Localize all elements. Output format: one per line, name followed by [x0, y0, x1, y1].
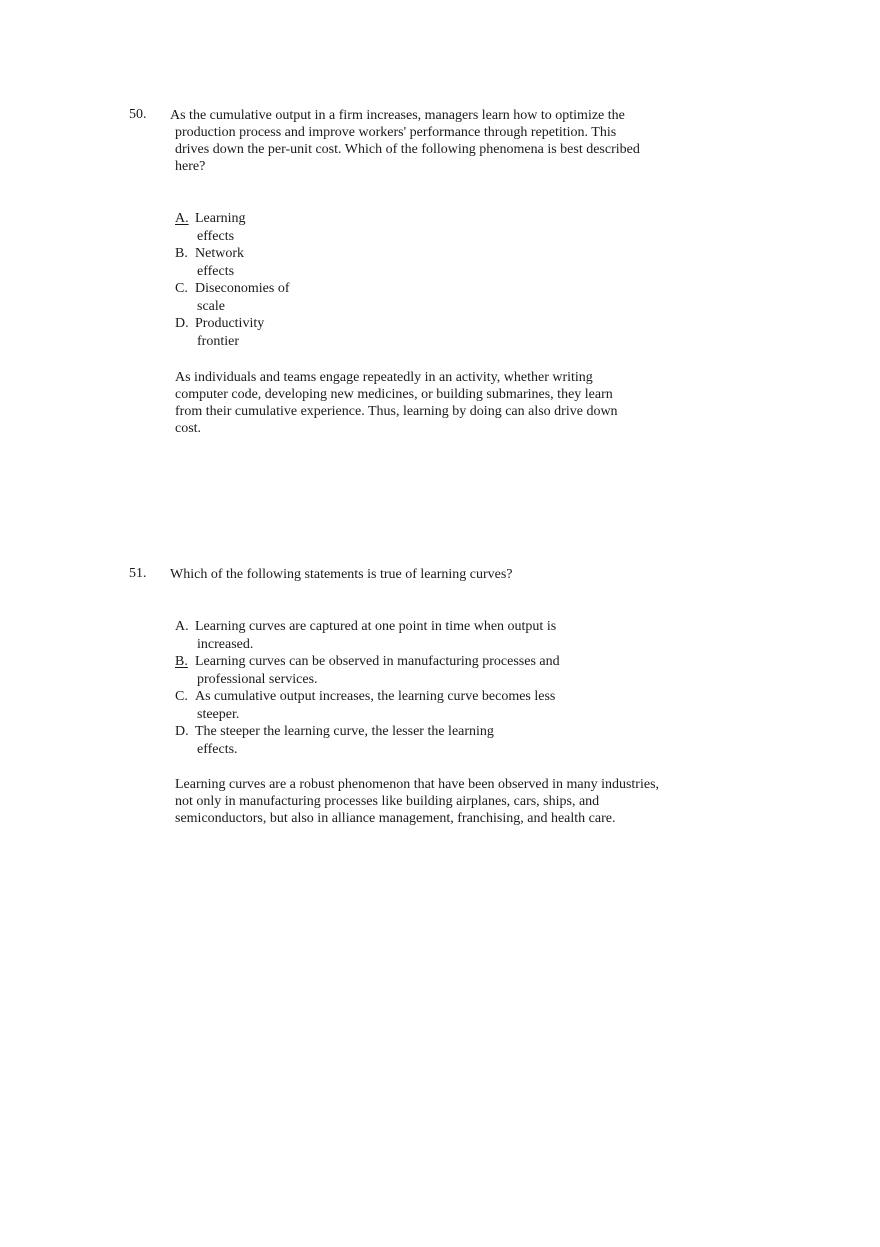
question-stem-first-line: As the cumulative output in a firm increases, managers learn how to optimize the: [170, 108, 625, 123]
option-c: [175, 280, 315, 315]
question-stem: [170, 566, 689, 583]
option-text-continuation: steeper.: [197, 706, 240, 722]
question-50: [129, 107, 689, 175]
option-text: The steeper the learning curve, the lesser the learning: [195, 724, 494, 739]
option-text: Learning curves are captured at one point in time when output is: [195, 619, 557, 634]
option-a: [175, 618, 595, 653]
option-a: [175, 210, 315, 245]
option-letter: A.: [175, 211, 189, 226]
question-51: [129, 566, 689, 583]
option-text: Learning curves can be observed in manufacturing processes and: [195, 654, 560, 669]
options-50: [175, 210, 315, 350]
option-text: Diseconomies of: [195, 281, 290, 296]
option-text-continuation: effects: [197, 263, 235, 279]
option-letter: D.: [175, 724, 189, 739]
question-stem-first-line: Which of the following statements is true of learning curves?: [170, 567, 513, 582]
option-letter: B.: [175, 246, 188, 261]
option-text-continuation: effects.: [197, 741, 238, 757]
option-text-continuation: effects: [197, 228, 235, 244]
explanation-50: As individuals and teams engage repeatedly in an activity, whether writing computer code, developing new medicines, or building submarines, they learn from their cumulative experience. Thus, learning by doing can also drive down cost.: [175, 370, 618, 436]
option-letter: B.: [175, 654, 188, 669]
option-text-continuation: frontier: [197, 333, 239, 349]
option-letter: D.: [175, 316, 189, 331]
question-number: 50.: [129, 107, 147, 122]
option-d: [175, 723, 595, 758]
option-text: Learning: [195, 211, 246, 226]
question-number: 51.: [129, 566, 147, 581]
option-b: [175, 653, 595, 688]
option-c: [175, 688, 595, 723]
option-text: As cumulative output increases, the learning curve becomes less: [195, 689, 556, 704]
option-text: Productivity: [195, 316, 265, 331]
option-text-continuation: professional services.: [197, 671, 318, 687]
option-text-continuation: scale: [197, 298, 225, 314]
options-51: [175, 618, 595, 758]
question-stem-continuation: production process and improve workers' performance through repetition. This drives down the per-unit cost. Which of the following phenomena is best described here?: [175, 125, 640, 174]
explanation-51: Learning curves are a robust phenomenon that have been observed in many industries, not only in manufacturing processes like building airplanes, cars, ships, and semiconductors, but also in alliance management, franchising, and health care.: [175, 777, 660, 826]
option-text-continuation: increased.: [197, 636, 254, 652]
option-text: Network: [195, 246, 244, 261]
option-d: [175, 315, 315, 350]
option-letter: C.: [175, 281, 188, 296]
question-stem: [170, 107, 689, 175]
option-letter: A.: [175, 619, 189, 634]
option-letter: C.: [175, 689, 188, 704]
option-b: [175, 245, 315, 280]
